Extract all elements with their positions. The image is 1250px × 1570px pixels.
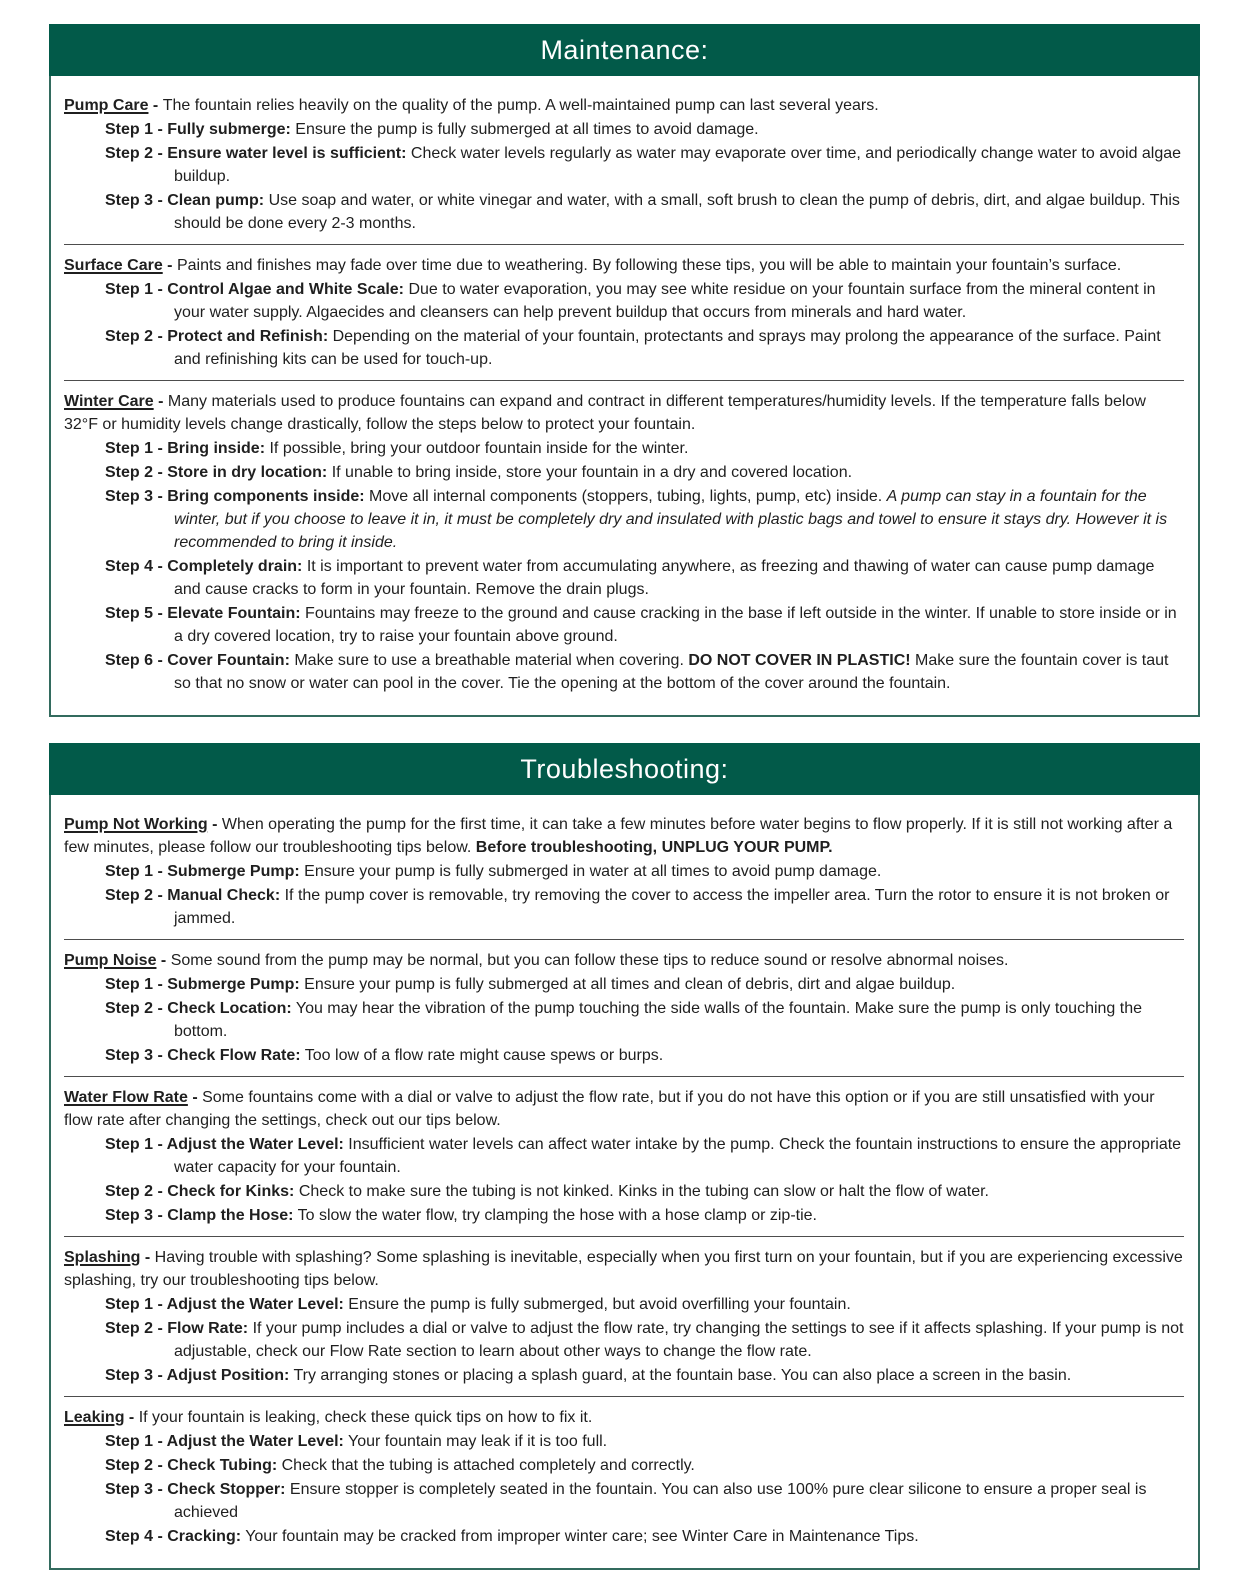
maintenance-body	[49, 76, 1200, 717]
text-segment: Having trouble with splashing? Some splashing is inevitable, especially when you first turn on your fountain, but if you are experiencing excessive splashing, try our troubleshooting tips below.	[64, 1249, 1183, 1289]
step-leaking	[64, 1525, 1184, 1548]
step-text: Depending on the material of your fountain, protectants and sprays may prolong the appearance of the surface. Paint and refinishing kits can be used for touch-up.	[174, 328, 1161, 368]
section-intro-pump-care	[64, 94, 1184, 117]
step-number: Step 2 -	[105, 1320, 163, 1337]
text-segment: When operating the pump for the first time, it can take a few minutes before water begins to flow properly. If it is still not working after a few minutes, please follow our troubleshooting tips below.	[64, 816, 1173, 856]
section-heading-surface-care: Surface Care	[64, 257, 163, 274]
step-pump-care	[64, 118, 1184, 141]
step-number: Step 2 -	[105, 328, 163, 345]
section-heading-pump-noise: Pump Noise	[64, 952, 157, 969]
step-label: Check Stopper:	[162, 1481, 286, 1498]
step-number: Step 1 -	[105, 1433, 163, 1450]
step-text: To slow the water flow, try clamping the hose with a hose clamp or zip-tie.	[293, 1207, 817, 1224]
step-label: Check for Kinks:	[162, 1183, 295, 1200]
step-leaking	[64, 1430, 1184, 1453]
step-text: Make sure the fountain cover is taut so that no snow or water can pool in the cover. Tie the opening at the bottom of the cover around the fountain.	[174, 652, 1169, 692]
step-label: Adjust Position:	[162, 1367, 290, 1384]
section-heading-pump-care: Pump Care	[64, 97, 149, 114]
step-label: Cover Fountain:	[162, 652, 290, 669]
step-number: Step 2 -	[105, 145, 163, 162]
section-separator	[64, 1076, 1184, 1077]
troubleshooting-header	[49, 743, 1200, 795]
text-segment: -	[156, 952, 171, 969]
text-segment: Paints and finishes may fade over time due to weathering. By following these tips, you will be able to maintain your fountain’s surface.	[176, 257, 1122, 274]
step-text: If your pump includes a dial or valve to adjust the flow rate, try changing the settings to see if it affects splashing. If your pump is not adjustable, check our Flow Rate section to learn about other ways to change the flow rate.	[174, 1320, 1184, 1360]
step-water-flow-rate	[64, 1204, 1184, 1227]
section-intro-pump-noise	[64, 949, 1184, 972]
section-intro-surface-care	[64, 254, 1184, 277]
step-number: Step 3 -	[105, 1047, 163, 1064]
step-surface-care	[64, 278, 1184, 324]
step-pump-noise	[64, 973, 1184, 996]
step-text: Check to make sure the tubing is not kinked. Kinks in the tubing can slow or halt the flow of water.	[294, 1183, 989, 1200]
step-pump-not-working	[64, 860, 1184, 883]
step-label: Adjust the Water Level:	[162, 1433, 344, 1450]
troubleshooting-body	[49, 795, 1200, 1570]
maintenance-header	[49, 24, 1200, 76]
step-splashing	[64, 1317, 1184, 1363]
step-text: Your fountain may be cracked from improper winter care; see Winter Care in Maintenance Tips.	[241, 1528, 919, 1545]
section-intro-winter-care	[64, 390, 1184, 436]
step-label: Bring inside:	[162, 440, 266, 457]
step-winter-care	[64, 555, 1184, 601]
step-winter-care	[64, 437, 1184, 460]
step-pump-noise	[64, 997, 1184, 1043]
step-number: Step 6 -	[105, 652, 163, 669]
step-leaking	[64, 1454, 1184, 1477]
text-segment: -	[187, 1089, 203, 1106]
step-number: Step 1 -	[105, 863, 163, 880]
step-text: Ensure stopper is completely seated in the fountain. You can also use 100% pure clear silicone to ensure a proper seal is achieved	[174, 1481, 1147, 1521]
step-number: Step 2 -	[105, 464, 163, 481]
step-text: It is important to prevent water from accumulating anywhere, as freezing and thawing of water can cause pump damage and cause cracks to form in your fountain. Remove the drain plugs.	[174, 558, 1155, 598]
step-text: If unable to bring inside, store your fountain in a dry and covered location.	[327, 464, 853, 481]
step-number: Step 1 -	[105, 121, 163, 138]
section-intro-leaking	[64, 1406, 1184, 1429]
step-text: DO NOT COVER IN PLASTIC!	[688, 652, 911, 669]
text-segment: Many materials used to produce fountains can expand and contract in different temperatures/humidity levels. If the temperature falls below 32°F or humidity levels change drastically, follow the steps below to protect your fountain.	[64, 393, 1146, 433]
text-segment: -	[124, 1409, 139, 1426]
step-text: If the pump cover is removable, try removing the cover to access the impeller area. Turn the rotor to ensure it is not broken or jammed.	[174, 887, 1170, 927]
step-label: Submerge Pump:	[162, 976, 300, 993]
step-number: Step 5 -	[105, 605, 163, 622]
section-intro-pump-not-working	[64, 813, 1184, 859]
step-number: Step 3 -	[105, 1367, 163, 1384]
step-text: Make sure to use a breathable material when covering.	[289, 652, 689, 669]
step-splashing	[64, 1293, 1184, 1316]
step-leaking	[64, 1478, 1184, 1524]
step-text: Check that the tubing is attached completely and correctly.	[277, 1457, 695, 1474]
text-segment: -	[207, 816, 222, 833]
section-intro-water-flow-rate	[64, 1086, 1184, 1132]
step-number: Step 3 -	[105, 1207, 163, 1224]
section-intro-splashing	[64, 1246, 1184, 1292]
step-winter-care	[64, 602, 1184, 648]
step-label: Cracking:	[162, 1528, 242, 1545]
step-number: Step 4 -	[105, 1528, 163, 1545]
step-number: Step 1 -	[105, 440, 163, 457]
step-text: Due to water evaporation, you may see white residue on your fountain surface from the mineral content in your water supply. Algaecides and cleansers can help prevent buildup that occurs from minerals and hard water.	[174, 281, 1156, 321]
text-segment: -	[148, 97, 163, 114]
section-heading-winter-care: Winter Care	[64, 393, 154, 410]
step-text: Insufficient water levels can affect water intake by the pump. Check the fountain instructions to ensure the appropriate water capacity for your fountain.	[174, 1136, 1182, 1176]
text-segment: -	[153, 393, 168, 410]
step-number: Step 1 -	[105, 976, 163, 993]
section-heading-pump-not-working: Pump Not Working	[64, 816, 208, 833]
section-heading-splashing: Splashing	[64, 1249, 141, 1266]
step-pump-noise	[64, 1044, 1184, 1067]
step-label: Fully submerge:	[162, 121, 291, 138]
section-heading-water-flow-rate: Water Flow Rate	[64, 1089, 188, 1106]
section-separator	[64, 244, 1184, 245]
step-text: Your fountain may leak if it is too full.	[343, 1433, 608, 1450]
step-text: Ensure the pump is fully submerged at all times to avoid damage.	[290, 121, 759, 138]
step-label: Elevate Fountain:	[162, 605, 301, 622]
step-label: Check Tubing:	[162, 1457, 278, 1474]
step-surface-care	[64, 325, 1184, 371]
step-text: Too low of a flow rate might cause spews or burps.	[300, 1047, 664, 1064]
step-text: Ensure your pump is fully submerged at all times and clean of debris, dirt and algae buildup.	[299, 976, 956, 993]
text-segment: Before troubleshooting, UNPLUG YOUR PUMP.	[475, 839, 833, 856]
step-text: If possible, bring your outdoor fountain inside for the winter.	[265, 440, 689, 457]
step-label: Protect and Refinish:	[162, 328, 329, 345]
step-number: Step 2 -	[105, 1183, 163, 1200]
section-separator	[64, 939, 1184, 940]
step-text: Use soap and water, or white vinegar and water, with a small, soft brush to clean the pump of debris, dirt, and algae buildup. This should be done every 2-3 months.	[174, 192, 1180, 232]
step-text: Ensure your pump is fully submerged in water at all times to avoid pump damage.	[299, 863, 882, 880]
step-number: Step 1 -	[105, 1296, 163, 1313]
step-winter-care	[64, 649, 1184, 695]
step-label: Flow Rate:	[162, 1320, 249, 1337]
step-label: Submerge Pump:	[162, 863, 300, 880]
text-segment: The fountain relies heavily on the quality of the pump. A well-maintained pump can last several years.	[162, 97, 879, 114]
step-text: Try arranging stones or placing a splash guard, at the fountain base. You can also place a screen in the basin.	[289, 1367, 1072, 1384]
maintenance-title: Maintenance:	[540, 34, 709, 65]
step-number: Step 2 -	[105, 1000, 163, 1017]
step-number: Step 4 -	[105, 558, 163, 575]
step-label: Check Location:	[162, 1000, 292, 1017]
step-winter-care	[64, 461, 1184, 484]
step-text: Fountains may freeze to the ground and cause cracking in the base if left outside in the winter. If unable to store inside or in a dry covered location, try to raise your fountain above ground.	[174, 605, 1177, 645]
step-number: Step 3 -	[105, 1481, 163, 1498]
step-text: Ensure the pump is fully submerged, but avoid overfilling your fountain.	[343, 1296, 851, 1313]
section-separator	[64, 1236, 1184, 1237]
step-number: Step 3 -	[105, 488, 163, 505]
step-splashing	[64, 1364, 1184, 1387]
text-segment: If your fountain is leaking, check these quick tips on how to fix it.	[138, 1409, 593, 1426]
step-label: Store in dry location:	[162, 464, 328, 481]
troubleshooting-panel	[49, 743, 1200, 1570]
step-text: You may hear the vibration of the pump touching the side walls of the fountain. Make sure the pump is only touching the bottom.	[174, 1000, 1143, 1040]
text-segment: -	[140, 1249, 155, 1266]
step-text: Check water levels regularly as water may evaporate over time, and periodically change water to avoid algae buildup.	[174, 145, 1182, 185]
step-pump-care	[64, 142, 1184, 188]
section-separator	[64, 380, 1184, 381]
step-label: Adjust the Water Level:	[162, 1296, 344, 1313]
text-segment: Some fountains come with a dial or valve to adjust the flow rate, but if you do not have this option or if you are still unsatisfied with your flow rate after changing the settings, check out our tips below.	[64, 1089, 1155, 1129]
step-number: Step 1 -	[105, 281, 163, 298]
step-number: Step 1 -	[105, 1136, 163, 1153]
text-segment: -	[162, 257, 177, 274]
step-text: A pump can stay in a fountain for the winter, but if you choose to leave it in, it must be completely dry and insulated with plastic bags and towel to ensure it stays dry. However it is recommended to bring it inside.	[174, 488, 1168, 551]
step-text: Move all internal components (stoppers, tubing, lights, pump, etc) inside.	[364, 488, 887, 505]
step-label: Bring components inside:	[162, 488, 365, 505]
section-separator	[64, 1396, 1184, 1397]
step-water-flow-rate	[64, 1180, 1184, 1203]
step-number: Step 2 -	[105, 887, 163, 904]
step-label: Clean pump:	[162, 192, 265, 209]
step-label: Ensure water level is sufficient:	[162, 145, 407, 162]
step-label: Manual Check:	[162, 887, 281, 904]
step-number: Step 3 -	[105, 192, 163, 209]
text-segment: Some sound from the pump may be normal, but you can follow these tips to reduce sound or resolve abnormal noises.	[170, 952, 1009, 969]
step-label: Adjust the Water Level:	[162, 1136, 344, 1153]
section-heading-leaking: Leaking	[64, 1409, 125, 1426]
step-water-flow-rate	[64, 1133, 1184, 1179]
step-pump-care	[64, 189, 1184, 235]
step-label: Completely drain:	[162, 558, 303, 575]
step-winter-care	[64, 485, 1184, 554]
step-label: Control Algae and White Scale:	[162, 281, 405, 298]
step-number: Step 2 -	[105, 1457, 163, 1474]
maintenance-panel	[49, 24, 1200, 717]
troubleshooting-title: Troubleshooting:	[520, 753, 729, 784]
step-label: Check Flow Rate:	[162, 1047, 301, 1064]
step-label: Clamp the Hose:	[162, 1207, 294, 1224]
step-pump-not-working	[64, 884, 1184, 930]
